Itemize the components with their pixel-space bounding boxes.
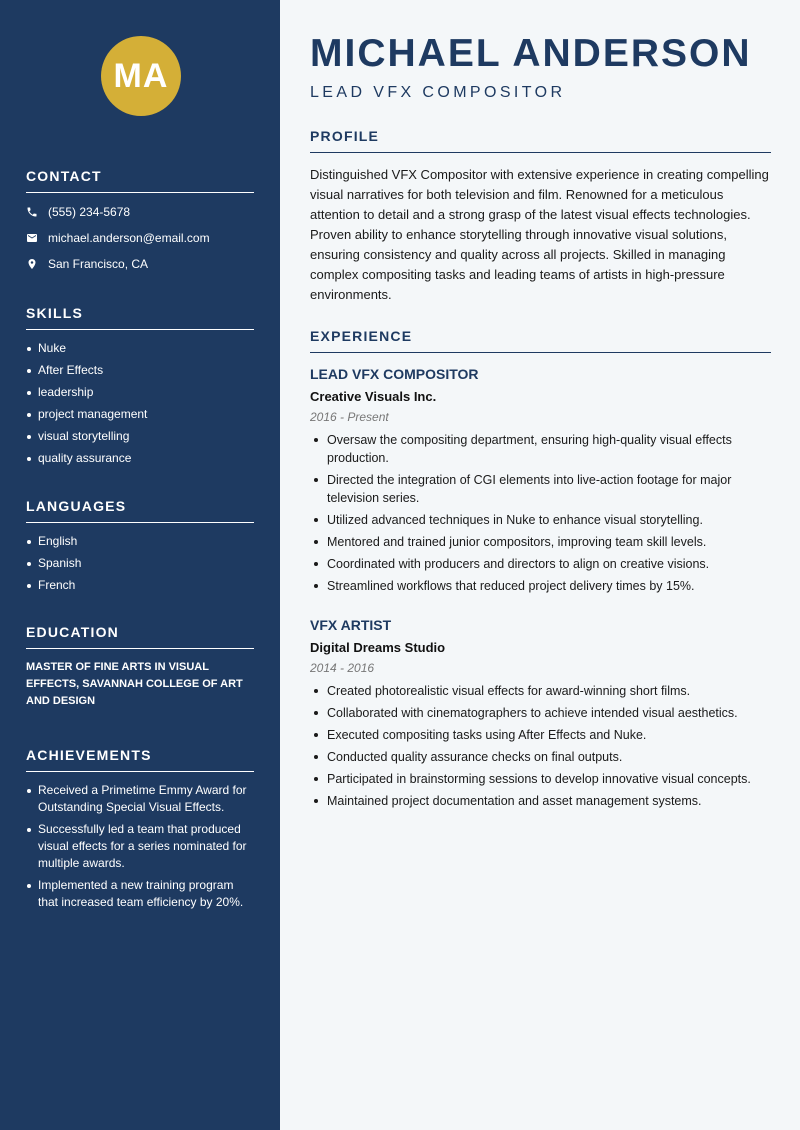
job-dates: 2014 - 2016 (310, 661, 375, 675)
education-section (26, 624, 254, 710)
envelope-icon (26, 232, 38, 244)
location-text: San Francisco, CA (48, 257, 149, 271)
phone-text: (555) 234-5678 (48, 205, 131, 219)
list-item: Conducted quality assurance checks on final outputs. (310, 748, 772, 766)
job-company: Digital Dreams Studio (310, 640, 446, 655)
job-bullets (310, 431, 772, 595)
map-pin-icon (26, 258, 38, 270)
list-item: Executed compositing tasks using After Effects and Nuke. (310, 726, 772, 744)
list-item: Mentored and trained junior compositors, improving team skill levels. (310, 533, 772, 551)
job-title: LEAD VFX COMPOSITOR (310, 366, 479, 382)
list-item: Directed the integration of CGI elements into live-action footage for major television series. (310, 471, 772, 507)
list-item: After Effects (26, 362, 254, 379)
list-item: Successfully led a team that produced visual effects for a series nominated for multiple awards. (26, 821, 254, 872)
list-item: project management (26, 406, 254, 423)
job-entry (310, 366, 772, 599)
profile-heading: PROFILE (310, 128, 771, 153)
candidate-role: LEAD VFX COMPOSITOR (310, 84, 566, 101)
list-item: Nuke (26, 340, 254, 357)
list-item: Collaborated with cinematographers to achieve intended visual aesthetics. (310, 704, 772, 722)
candidate-name: MICHAEL ANDERSON (310, 32, 752, 75)
skills-heading: SKILLS (26, 305, 254, 330)
list-item: Implemented a new training program that increased team efficiency by 20%. (26, 877, 254, 911)
skills-list (26, 340, 254, 467)
job-bullets (310, 682, 772, 810)
contact-section (26, 168, 254, 277)
email-text: michael.anderson@email.com (48, 231, 210, 245)
list-item: French (26, 577, 254, 594)
list-item: Streamlined workflows that reduced project delivery times by 15%. (310, 577, 772, 595)
job-dates: 2016 - Present (310, 410, 389, 424)
education-degree: MASTER OF FINE ARTS IN VISUAL EFFECTS, SAVANNAH COLLEGE OF ART AND DESIGN (26, 661, 243, 707)
list-item: Maintained project documentation and asset management systems. (310, 792, 772, 810)
achievements-section (26, 747, 254, 916)
list-item: English (26, 533, 254, 550)
list-item: Spanish (26, 555, 254, 572)
contact-location (26, 251, 254, 277)
avatar: MA (101, 36, 181, 116)
list-item: Created photorealistic visual effects for award-winning short films. (310, 682, 772, 700)
list-item: Coordinated with producers and directors to align on creative visions. (310, 555, 772, 573)
list-item: quality assurance (26, 450, 254, 467)
list-item: Oversaw the compositing department, ensuring high-quality visual effects production. (310, 431, 772, 467)
achievements-list (26, 782, 254, 911)
achievements-heading: ACHIEVEMENTS (26, 747, 254, 772)
languages-list (26, 533, 254, 594)
skills-section (26, 305, 254, 472)
contact-phone (26, 199, 254, 225)
job-title: VFX ARTIST (310, 617, 392, 633)
contact-email (26, 225, 254, 251)
profile-summary: Distinguished VFX Compositor with extensive experience in creating compelling visual narratives for both television and film. Renowned for a meticulous attention to detail and a strong grasp of the latest visual effects technologies. Proven ability to enhance storytelling through innovative visual solutions, ensuring consistency and quality across all projects. Skilled in managing complex compositing tasks and leading teams of artists in high-pressure environments. (310, 167, 769, 302)
list-item: Utilized advanced techniques in Nuke to enhance visual storytelling. (310, 511, 772, 529)
list-item: leadership (26, 384, 254, 401)
list-item: visual storytelling (26, 428, 254, 445)
contact-heading: CONTACT (26, 168, 254, 193)
education-heading: EDUCATION (26, 624, 254, 649)
languages-heading: LANGUAGES (26, 498, 254, 523)
phone-icon (26, 206, 38, 218)
list-item: Received a Primetime Emmy Award for Outstanding Special Visual Effects. (26, 782, 254, 816)
languages-section (26, 498, 254, 599)
experience-heading: EXPERIENCE (310, 328, 771, 353)
job-entry (310, 617, 772, 814)
job-company: Creative Visuals Inc. (310, 389, 437, 404)
list-item: Participated in brainstorming sessions to develop innovative visual concepts. (310, 770, 772, 788)
sidebar (0, 0, 280, 1130)
